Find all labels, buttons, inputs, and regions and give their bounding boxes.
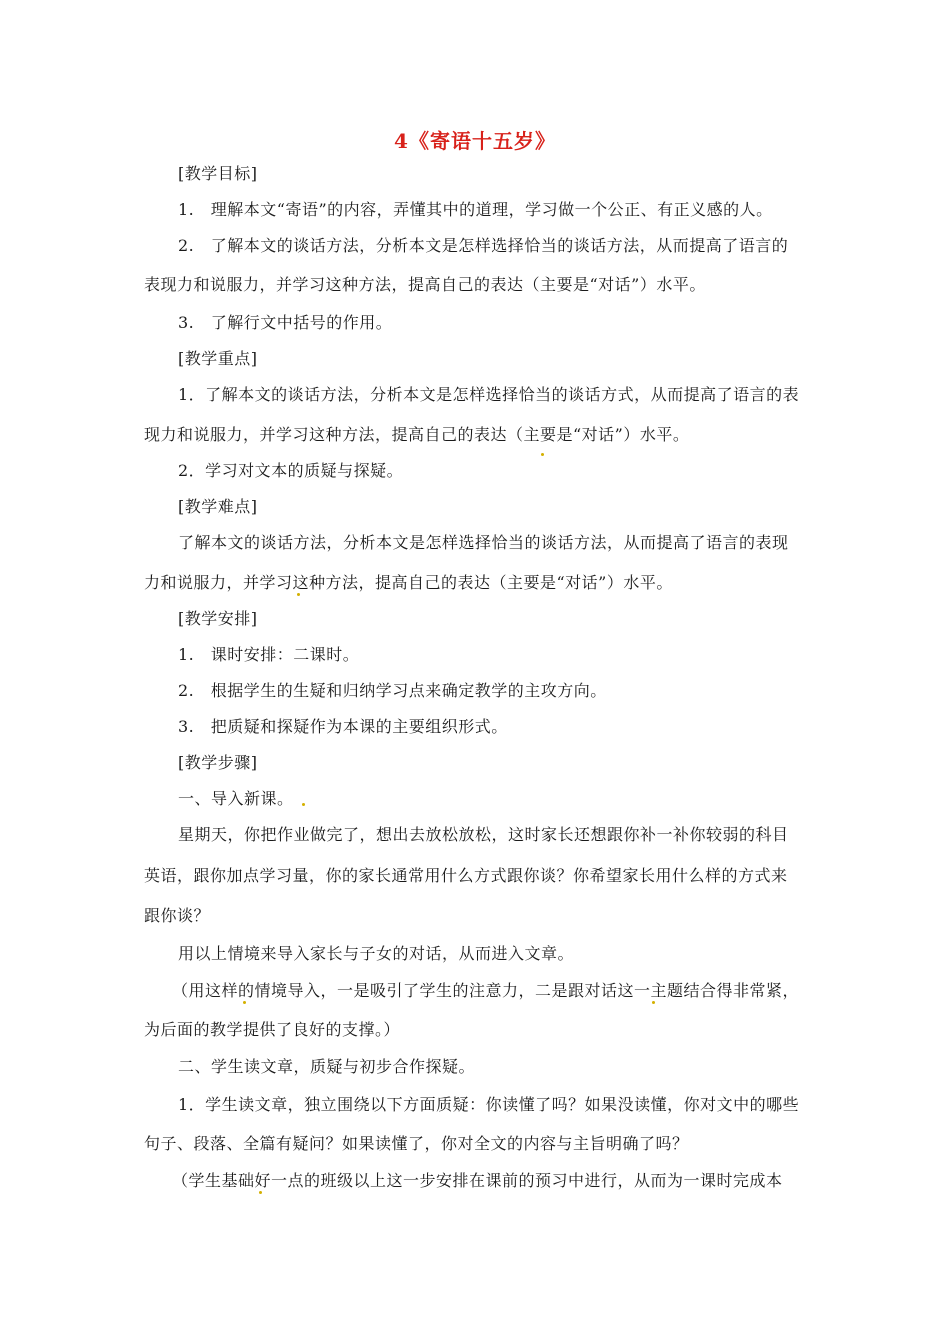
scan-mark bbox=[243, 1001, 246, 1004]
arrangement-heading: [教学安排] bbox=[178, 609, 258, 628]
objectives-heading: [教学目标] bbox=[178, 164, 258, 183]
difficulties-paragraph-line-1: 了解本文的谈话方法，分析本文是怎样选择恰当的谈话方法，从而提高了语言的表现 bbox=[178, 533, 789, 552]
scan-mark bbox=[297, 593, 300, 596]
steps-heading: [教学步骤] bbox=[178, 753, 258, 772]
difficulties-paragraph-line-2: 力和说服力，并学习这种方法，提高自己的表达（主要是“对话”）水平。 bbox=[144, 573, 673, 592]
step-2-paragraph-1-line-2: 句子、段落、全篇有疑问？如果读懂了，你对全文的内容与主旨明确了吗？ bbox=[144, 1134, 689, 1153]
scan-mark bbox=[541, 453, 544, 456]
arrangement-item-1: 1. 课时安排：二课时。 bbox=[178, 645, 360, 664]
step-1-paragraph-1-line-1: 星期天，你把作业做完了，想出去放松放松，这时家长还想跟你补一补你较弱的科目 bbox=[178, 825, 789, 844]
step-1-paragraph-3-line-1: （用这样的情境导入，一是吸引了学生的注意力，二是跟对话这一主题结合得非常紧， bbox=[172, 981, 800, 1000]
objective-item-3: 3. 了解行文中括号的作用。 bbox=[178, 313, 393, 332]
document-title: 4《寄语十五岁》 bbox=[394, 129, 556, 153]
step-2-title: 二、学生读文章，质疑与初步合作探疑。 bbox=[178, 1057, 476, 1076]
arrangement-item-2: 2. 根据学生的生疑和归纳学习点来确定教学的主攻方向。 bbox=[178, 681, 607, 700]
scan-mark bbox=[302, 803, 305, 806]
step-1-paragraph-3-line-2: 为后面的教学提供了良好的支撑。） bbox=[144, 1020, 401, 1039]
step-1-title: 一、导入新课。 bbox=[178, 789, 294, 808]
step-1-paragraph-1-line-3: 跟你谈？ bbox=[144, 906, 211, 925]
objective-item-2-line-1: 2. 了解本文的谈话方法，分析本文是怎样选择恰当的谈话方法，从而提高了语言的 bbox=[178, 236, 789, 255]
scan-mark bbox=[652, 1001, 655, 1004]
step-2-paragraph-2-line-1: （学生基础好一点的班级以上这一步安排在课前的预习中进行，从而为一课时完成本 bbox=[172, 1171, 783, 1190]
objective-item-1: 1. 理解本文“寄语”的内容，弄懂其中的道理，学习做一个公正、有正义感的人。 bbox=[178, 200, 773, 219]
objective-item-2-line-2: 表现力和说服力，并学习这种方法，提高自己的表达（主要是“对话”）水平。 bbox=[144, 275, 706, 294]
step-1-paragraph-2: 用以上情境来导入家长与子女的对话，从而进入文章。 bbox=[178, 944, 575, 963]
step-2-paragraph-1-line-1: 1．学生读文章，独立围绕以下方面质疑：你读懂了吗？如果没读懂，你对文中的哪些 bbox=[178, 1095, 800, 1114]
arrangement-item-3: 3. 把质疑和探疑作为本课的主要组织形式。 bbox=[178, 717, 508, 736]
key-point-item-1-line-1: 1．了解本文的谈话方法，分析本文是怎样选择恰当的谈话方式，从而提高了语言的表 bbox=[178, 385, 800, 404]
step-1-paragraph-1-line-2: 英语，跟你加点学习量，你的家长通常用什么方式跟你谈？你希望家长用什么样的方式来 bbox=[144, 866, 788, 885]
difficulties-heading: [教学难点] bbox=[178, 497, 258, 516]
key-point-item-1-line-2: 现力和说服力，并学习这种方法，提高自己的表达（主要是“对话”）水平。 bbox=[144, 425, 690, 444]
key-point-item-2: 2．学习对文本的质疑与探疑。 bbox=[178, 461, 404, 480]
key-points-heading: [教学重点] bbox=[178, 349, 258, 368]
scan-mark bbox=[259, 1191, 262, 1194]
